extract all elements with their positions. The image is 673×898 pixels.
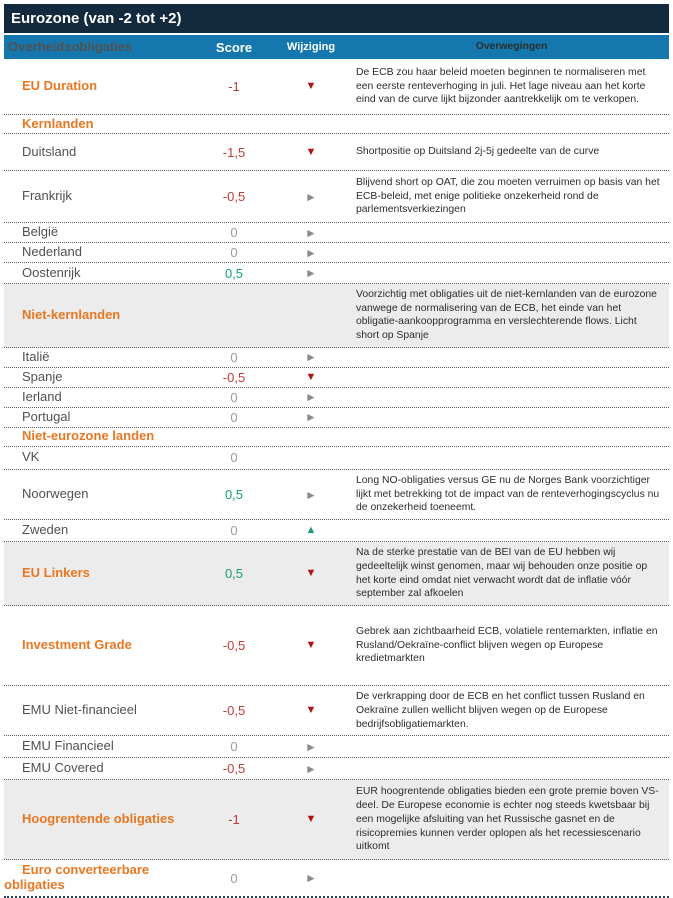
table-row — [4, 388, 669, 408]
asset-name: Kernlanden — [22, 115, 94, 131]
consideration-text — [354, 454, 669, 462]
consideration-text: Shortpositie op Duitsland 2j-5j gedeelte van de curve — [356, 146, 600, 158]
asset-name: EMU Covered — [22, 760, 104, 776]
table-row — [4, 243, 669, 263]
consideration-text — [354, 413, 669, 421]
column-header-asset: Overheidsobligaties — [8, 38, 133, 54]
table-rows — [4, 59, 669, 898]
consideration-text — [354, 373, 669, 381]
table-title: Eurozone (van -2 tot +2) — [4, 4, 669, 33]
asset-name: EMU Financieel — [22, 738, 114, 754]
score-value: 0,5 — [224, 487, 244, 503]
score-value: 0,5 — [224, 265, 244, 281]
score-value: -0,5 — [222, 189, 246, 204]
triangle-up-icon: ▲ — [305, 524, 317, 537]
score-value: -0,5 — [222, 369, 246, 385]
consideration-text — [354, 353, 669, 361]
consideration-text — [354, 743, 669, 751]
asset-name: Portugal — [22, 408, 71, 424]
table-row — [4, 223, 669, 243]
consideration-text — [354, 765, 669, 773]
consideration-text — [354, 393, 669, 401]
table-row — [4, 115, 669, 134]
asset-name: België — [22, 224, 59, 240]
table-row — [4, 368, 669, 388]
asset-name: Oostenrijk — [22, 264, 81, 280]
consideration-text: Voorzichtig met obligaties uit de niet-kernlanden van de eurozone vanwege de normalisering van de ECB, het einde van het obligatie-aankoopprogramma en verslechterende flows. Licht short op Spanje — [356, 289, 657, 342]
consideration-text — [354, 229, 669, 237]
triangle-right-icon: ► — [305, 487, 317, 502]
score-value: 0 — [230, 450, 238, 466]
score-value: 0 — [230, 870, 238, 886]
triangle-down-icon: ▼ — [305, 813, 317, 826]
asset-name: Niet-eurozone landen — [22, 428, 155, 444]
table-row — [4, 758, 669, 780]
asset-name: Investment Grade — [22, 637, 132, 653]
score-value: 0 — [230, 389, 238, 405]
triangle-right-icon: ► — [305, 739, 317, 754]
consideration-text — [354, 433, 669, 441]
score-value: 0,5 — [224, 566, 244, 582]
table-row — [4, 520, 669, 542]
consideration-text: Long NO-obligaties versus GE nu de Norges Bank voorzichtiger lijkt met betrekking tot de impact van de renteverhogingscyclus nu de onzekerheid toeneemt. — [356, 474, 660, 514]
asset-name: EU Duration — [22, 78, 98, 94]
triangle-right-icon: ► — [305, 245, 317, 260]
consideration-text: De ECB zou haar beleid moeten beginnen te normaliseren met een eerste renteverhoging in juli. Het lage niveau aan het korte eind van de curve lijkt bijzonder aantrekkelijk om te verkopen. — [356, 66, 646, 106]
consideration-text: EUR hoogrentende obligaties bieden een grote premie boven VS-deel. De Europese economie is echter nog steeds kwetsbaar bij een mogelijke afsluiting van het Russische gasnet en de risicopremies kunnen verder oplopen als het recessiescenario uitkomt — [356, 786, 659, 853]
asset-name: VK — [22, 449, 40, 465]
table-row — [4, 263, 669, 284]
table-row — [4, 780, 669, 860]
consideration-text — [354, 269, 669, 277]
table-row — [4, 408, 669, 428]
column-header-considerations: Overwegingen — [475, 41, 548, 53]
triangle-right-icon: ► — [305, 225, 317, 240]
triangle-right-icon: ► — [305, 350, 317, 365]
score-value: -0,5 — [222, 638, 246, 654]
triangle-right-icon: ► — [305, 761, 317, 776]
asset-name: EMU Niet-financieel — [22, 702, 137, 718]
triangle-down-icon: ▼ — [305, 80, 317, 92]
table-row — [4, 171, 669, 223]
table-row — [4, 348, 669, 368]
column-header-change: Wijziging — [286, 40, 336, 53]
asset-name: Noorwegen — [22, 486, 89, 502]
asset-name: Hoogrentende obligaties — [22, 811, 175, 827]
consideration-text — [354, 874, 669, 882]
score-value: -1 — [228, 812, 240, 828]
consideration-text: Na de sterke prestatie van de BEI van de EU hebben wij gedeeltelijk winst genomen, maar wij behouden onze positie op het korte eind omdat niet verwacht wordt dat de inflatie vóór september zal afkoelen — [356, 547, 648, 600]
consideration-text: Gebrek aan zichtbaarheid ECB, volatiele rentemarkten, inflatie en Rusland/Oekraïne-conflict blijven wegen op Europese kredietmarkten — [356, 625, 658, 665]
triangle-down-icon: ▼ — [305, 567, 317, 580]
asset-name: Niet-kernlanden — [22, 307, 121, 322]
score-value: -0,5 — [222, 703, 246, 719]
consideration-text — [354, 120, 669, 128]
consideration-text: De verkrapping door de ECB en het conflict tussen Rusland en Oekraïne zullen wellicht blijven wegen op de Europese bedrijfsobligatiemarkten. — [356, 691, 645, 730]
column-header-row — [4, 35, 669, 59]
triangle-down-icon: ▼ — [305, 370, 317, 383]
table-row — [4, 59, 669, 115]
asset-name: Zweden — [22, 522, 69, 538]
score-value: -1,5 — [222, 144, 246, 160]
triangle-right-icon: ► — [305, 266, 317, 280]
table-row — [4, 860, 669, 898]
table-row — [4, 284, 669, 348]
triangle-right-icon: ► — [305, 410, 317, 425]
asset-name: Euro converteerbare obligaties — [4, 862, 150, 893]
table-row — [4, 134, 669, 171]
score-value: -0,5 — [222, 761, 246, 777]
score-value: 0 — [230, 225, 238, 240]
triangle-down-icon: ▼ — [305, 639, 317, 652]
consideration-text: Blijvend short op OAT, die zou moeten verruimen op basis van het ECB-beleid, met enige politieke onzekerheid rond de parlementsverkiezingen — [356, 176, 660, 216]
table-row — [4, 542, 669, 606]
score-value: 0 — [230, 245, 238, 260]
table-row — [4, 686, 669, 736]
triangle-right-icon: ► — [305, 189, 317, 204]
consideration-text — [354, 249, 669, 257]
asset-name: Ierland — [22, 388, 62, 404]
table-row — [4, 606, 669, 686]
table-row — [4, 470, 669, 520]
triangle-right-icon: ► — [305, 871, 317, 886]
score-value: 0 — [230, 409, 238, 425]
asset-name: Spanje — [22, 368, 63, 384]
asset-name: Duitsland — [22, 143, 77, 159]
asset-name: Frankrijk — [22, 188, 72, 204]
score-value: -1 — [228, 79, 240, 94]
column-header-score: Score — [215, 39, 253, 55]
triangle-down-icon: ▼ — [305, 704, 317, 717]
asset-name: Italië — [22, 348, 50, 364]
score-value: 0 — [230, 739, 238, 755]
table-row — [4, 447, 669, 470]
table-row — [4, 736, 669, 758]
score-value: 0 — [230, 349, 238, 365]
asset-name: EU Linkers — [22, 565, 90, 581]
asset-allocation-table — [4, 4, 669, 898]
triangle-down-icon: ▼ — [305, 145, 317, 158]
table-row — [4, 428, 669, 447]
asset-name: Nederland — [22, 244, 82, 260]
consideration-text — [354, 527, 669, 535]
triangle-right-icon: ► — [305, 390, 317, 405]
score-value: 0 — [230, 523, 238, 539]
